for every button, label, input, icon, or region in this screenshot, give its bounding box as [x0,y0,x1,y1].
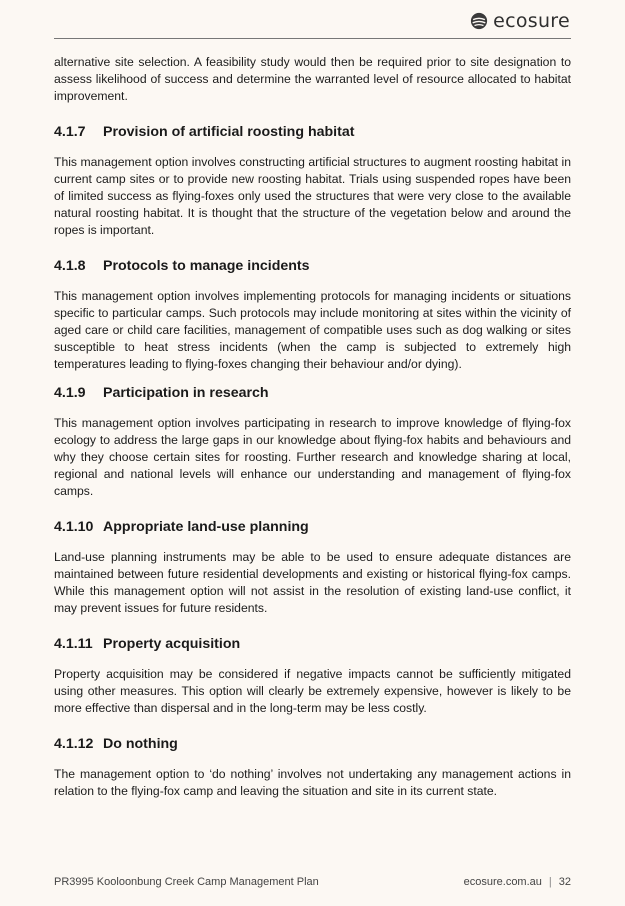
section-body-4-1-12: The management option to ‘do nothing’ involves not undertaking any management actions in relation to the flying-fox camp and leaving the situation and site in its current state. [54,767,571,798]
section-title: Appropriate land-use planning [103,519,309,535]
page-content [54,54,571,800]
footer-document-title: PR3995 Kooloonbung Creek Camp Management Plan [54,876,319,888]
section-body-4-1-11: Property acquisition may be considered if negative impacts cannot be sufficiently mitigated using other measures. This option will clearly be extremely expensive, however is likely to be more effective than dispersal and in the long-term may be less costly. [54,667,571,715]
section-title: Do nothing [103,736,178,752]
section-heading-4-1-12 [54,735,571,753]
section-title: Protocols to manage incidents [103,258,310,274]
footer-right [464,876,571,888]
page-number: 32 [558,876,571,888]
header-divider [54,38,571,39]
section-heading-4-1-10 [54,518,571,536]
section-number: 4.1.11 [54,636,93,652]
section-body-4-1-7: This management option involves constructing artificial structures to augment roosting habitat in current camp sites or to provide new roosting habitat. Trials using suspended ropes have been of limited success as flying-foxes only used the structures that were very close to the available natural roosting habitat. It is thought that the structure of the vegetation below and around the ropes is important. [54,155,571,237]
section-heading-4-1-7 [54,123,571,141]
section-title: Property acquisition [103,636,241,652]
ecosure-logo-icon [470,12,488,30]
section-body-4-1-10: Land-use planning instruments may be able to be used to ensure adequate distances are maintained between future residential developments and existing or historical flying-fox camps. While this management option will not assist in the resolution of existing land-use conflict, it may prevent issues for future residents. [54,550,571,615]
intro-paragraph: alternative site selection. A feasibility study would then be required prior to site designation to assess likelihood of success and determine the warranted level of resource allocated to habitat improvement. [54,55,571,103]
section-body-4-1-8: This management option involves implementing protocols for managing incidents or situations specific to particular camps. Such protocols may include monitoring at sites within the vicinity of aged care or child care facilities, management of compatible uses such as dog walking or sites susceptible to heat stress incidents (when the camp is subjected to extremely high temperatures leading to flying-foxes changing their behaviour and/or dying). [54,289,571,371]
footer-separator: | [548,876,552,888]
page-header [0,0,625,40]
section-number: 4.1.9 [54,385,86,401]
section-title: Participation in research [103,385,269,401]
section-number: 4.1.7 [54,124,86,140]
footer-website: ecosure.com.au [463,876,542,888]
section-number: 4.1.10 [54,519,94,535]
section-title: Provision of artificial roosting habitat [103,124,355,140]
section-heading-4-1-9 [54,384,571,402]
section-body-4-1-9: This management option involves participating in research to improve knowledge of flying-fox ecology to address the large gaps in our knowledge about flying-fox habits and behaviours and why they choose certain sites for roosting. Further research and knowledge sharing at local, regional and national levels will enhance our understanding and management of flying-fox camps. [54,416,571,498]
section-heading-4-1-8 [54,257,571,275]
brand-name: ecosure [493,10,570,32]
section-heading-4-1-11 [54,635,571,653]
section-number: 4.1.8 [54,258,86,274]
section-number: 4.1.12 [54,736,94,752]
brand-logo [470,10,570,32]
